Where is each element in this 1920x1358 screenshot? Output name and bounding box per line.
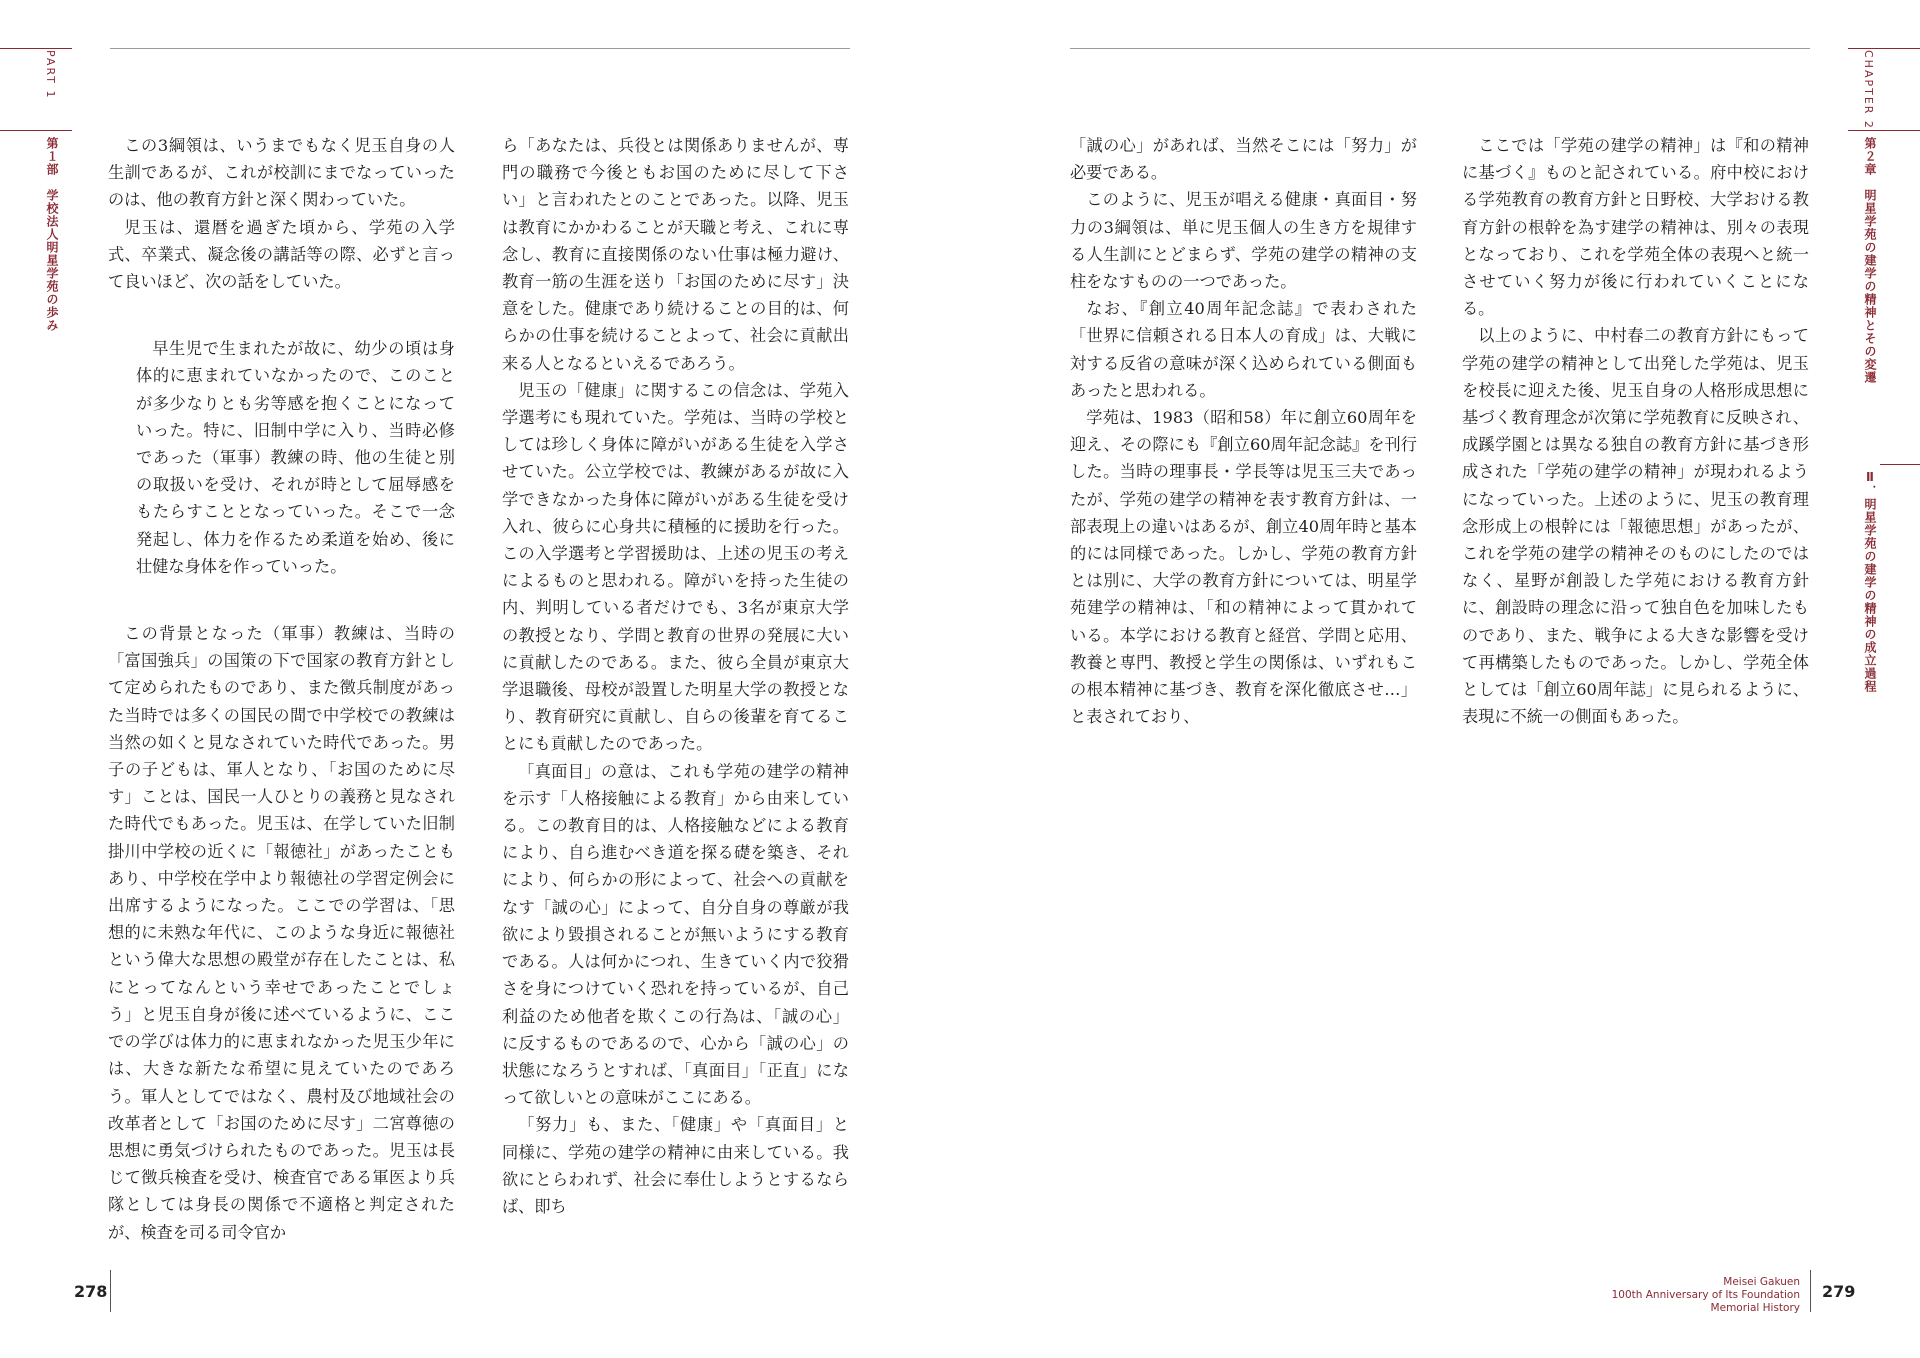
text-column-4 bbox=[1462, 132, 1809, 730]
page-number-left: 278 bbox=[74, 1282, 108, 1301]
footer-divider-left bbox=[110, 1270, 111, 1312]
section-title: Ⅱ．明星学苑の建学の精神の成立過程 bbox=[1863, 470, 1877, 693]
paragraph: 「真面目」の意は、これも学苑の建学の精神を示す「人格接触による教育」から由来している。この教育目的は、人格接触などによる教育により、自ら進むべき道を探る礎を築き、それにより、何らかの形によって、社会への貢献をなす「誠の心」によって、自分自身の尊厳が我欲により毀損されることが無いようにする教育である。人は何かにつれ、生きていく内で狡猾さを身につけていく恐れを持っているが、自己利益のため他者を欺くこの行為は、「誠の心」に反するものであるので、心から「誠の心」の状態になろうとすれば、「真面目」「正直」になって欲しいとの意味がここにある。 bbox=[502, 761, 849, 1108]
footer-line: 100th Anniversary of Its Foundation bbox=[1611, 1289, 1800, 1301]
footer-divider-right bbox=[1810, 1270, 1811, 1312]
text-column-2 bbox=[502, 132, 849, 1220]
footer-line: Meisei Gakuen bbox=[1723, 1276, 1800, 1288]
part-label: PART 1 bbox=[44, 50, 57, 100]
chapter-label: CHAPTER 2 bbox=[1862, 50, 1875, 130]
paragraph: この背景となった（軍事）教練は、当時の「富国強兵」の国策の下で国家の教育方針として定められたものであり、また徴兵制度があった当時では多くの国民の間で中学校での教練は当然の如くと見なされていた時代であった。男子の子どもは、軍人となり、「お国のために尽す」ことは、国民一人ひとりの義務と見なされた時代でもあった。児玉は、在学していた旧制掛川中学校の近くに「報徳社」があったこともあり、中学校在学中より報徳社の学習定例会に出席するようになった。ここでの学習は、「思想的に未熟な年代に、このような身近に報徳社という偉大な思想の殿堂が存在したことは、私にとってなんという幸せであったことでしょう」と児玉自身が後に述べているように、ここでの学びは体力的に恵まれなかった児玉少年には、大きな新たな希望に見えていたのであろう。軍人としてではなく、農村及び地域社会の改革者として「お国のために尽す」二宮尊徳の思想に勇気づけられたものであった。児玉は長じて徴兵検査を受け、検査官である軍医より兵隊としては身長の関係で不適格と判定されたが、検査を司る司令官か bbox=[108, 624, 455, 1242]
paragraph: 「努力」も、また、「健康」や「真面目」と同様に、学苑の建学の精神に由来している。我欲にとらわれず、社会に奉仕しようとするならば、即ち bbox=[502, 1115, 849, 1216]
paragraph: 「誠の心」があれば、当然そこには「努力」が必要である。 bbox=[1070, 136, 1417, 183]
right-header-rule bbox=[1070, 48, 1810, 49]
text-column-3 bbox=[1070, 132, 1417, 730]
footer-running-title bbox=[1612, 1276, 1800, 1315]
paragraph: 以上のように、中村春二の教育方針にもって学苑の建学の精神として出発した学苑は、児玉を校長に迎えた後、児玉自身の人格形成思想に基づく教育理念が次第に学苑教育に反映され、成蹊学園とは異なる独自の教育方針に基づき形成された「学苑の建学の精神」が現われるようになっていった。上述のように、児玉の教育理念形成上の根幹には「報徳思想」があったが、これを学苑の建学の精神そのものにしたのではなく、星野が創設した学苑における教育方針に、創設時の理念に沿って独自色を加味したものであり、また、戦争による大きな影響を受けて再構築したものであった。しかし、学苑全体としては「創立60周年誌」に見られるように、表現に不統一の側面もあった。 bbox=[1462, 326, 1809, 727]
part-tab-rule bbox=[0, 48, 72, 49]
left-header-rule bbox=[110, 48, 850, 49]
page-number-right: 279 bbox=[1822, 1282, 1856, 1301]
paragraph: 児玉の「健康」に関するこの信念は、学苑入学選考にも現れていた。学苑は、当時の学校としては珍しく身体に障がいがある生徒を入学させていた。公立学校では、教練があるが故に入学できなかった身体に障がいがある生徒を受け入れ、彼らに心身共に積極的に援助を行った。この入学選考と学習援助は、上述の児玉の考えによるものと思われる。障がいを持った生徒の内、判明している者だけでも、3名が東京大学の教授となり、学問と教育の世界の発展に大いに貢献したのである。また、彼ら全員が東京大学退職後、母校が設置した明星大学の教授となり、教育研究に貢献し、自らの後輩を育てることにも貢献したのであった。 bbox=[502, 380, 849, 754]
paragraph: ら「あなたは、兵役とは関係ありませんが、専門の職務で今後ともお国のために尽して下さい」と言われたとのことであった。以降、児玉は教育にかかわることが天職と考え、これに専念し、教育に直接関係のない仕事は極力避け、教育一筋の生涯を送り「お国のために尽す」決意をした。健康であり続けることの目的は、何らかの仕事を続けることよって、社会に貢献出来る人となるといえるであろう。 bbox=[502, 136, 849, 373]
chapter-title: 第２章 明星学苑の建学の精神とその変遷 bbox=[1863, 137, 1877, 384]
part-title-rule bbox=[0, 130, 72, 131]
text-column-1 bbox=[108, 132, 455, 1246]
paragraph: 児玉は、還暦を過ぎた頃から、学苑の入学式、卒業式、凝念後の講話等の際、必ずと言って良いほど、次の話をしていた。 bbox=[108, 217, 455, 292]
paragraph: 学苑は、1983（昭和58）年に創立60周年を迎え、その際にも『創立60周年記念誌』を刊行した。当時の理事長・学長等は児玉三夫であったが、学苑の建学の精神を表す教育方針は、一部表現上の違いはあるが、創立40周年時と基本的には同様であった。しかし、学苑の教育方針とは別に、大学の教育方針については、明星学苑建学の精神は、「和の精神によって貫かれている。本学における教育と経営、学問と応用、教養と専門、教授と学生の関係は、いずれもこの根本精神に基づき、教育を深化徹底させ…」と表されており、 bbox=[1070, 408, 1417, 727]
footer-line: Memorial History bbox=[1710, 1302, 1800, 1314]
part-title: 第１部 学校法人明星学苑の歩み bbox=[45, 137, 59, 332]
chapter-tab-rule bbox=[1848, 48, 1920, 49]
chapter-title-rule bbox=[1848, 130, 1920, 131]
paragraph: ここでは「学苑の建学の精神」は『和の精神に基づく』ものと記されている。府中校における学苑教育の教育方針と日野校、大学おける教育方針の根幹を為す建学の精神は、別々の表現となっており、これを学苑全体の表現へと統一させていく努力が後に行われていくことになる。 bbox=[1462, 136, 1809, 319]
block-quote: 早生児で生まれたが故に、幼少の頃は身体的に恵まれていなかったので、このことが多少なりとも劣等感を抱くことになっていった。特に、旧制中学に入り、当時必修であった（軍事）教練の時、他の生徒と別の取扱いを受け、それが時として屈辱感をもたらすこととなっていった。そこで一念発起し、体力を作るため柔道を始め、後に壮健な身体を作っていった。 bbox=[136, 339, 455, 576]
paragraph: なお、『創立40周年記念誌』で表わされた「世界に信頼される日本人の育成」は、大戦に対する反省の意味が深く込められている側面もあったと思われる。 bbox=[1070, 299, 1417, 400]
paragraph: この3綱領は、いうまでもなく児玉自身の人生訓であるが、これが校訓にまでなっていったのは、他の教育方針と深く関わっていた。 bbox=[108, 136, 455, 210]
paragraph: このように、児玉が唱える健康・真面目・努力の3綱領は、単に児玉個人の生き方を規律する人生訓にとどまらず、学苑の建学の精神の支柱をなすものの一つであった。 bbox=[1070, 190, 1417, 292]
section-tab-rule bbox=[1880, 464, 1920, 465]
